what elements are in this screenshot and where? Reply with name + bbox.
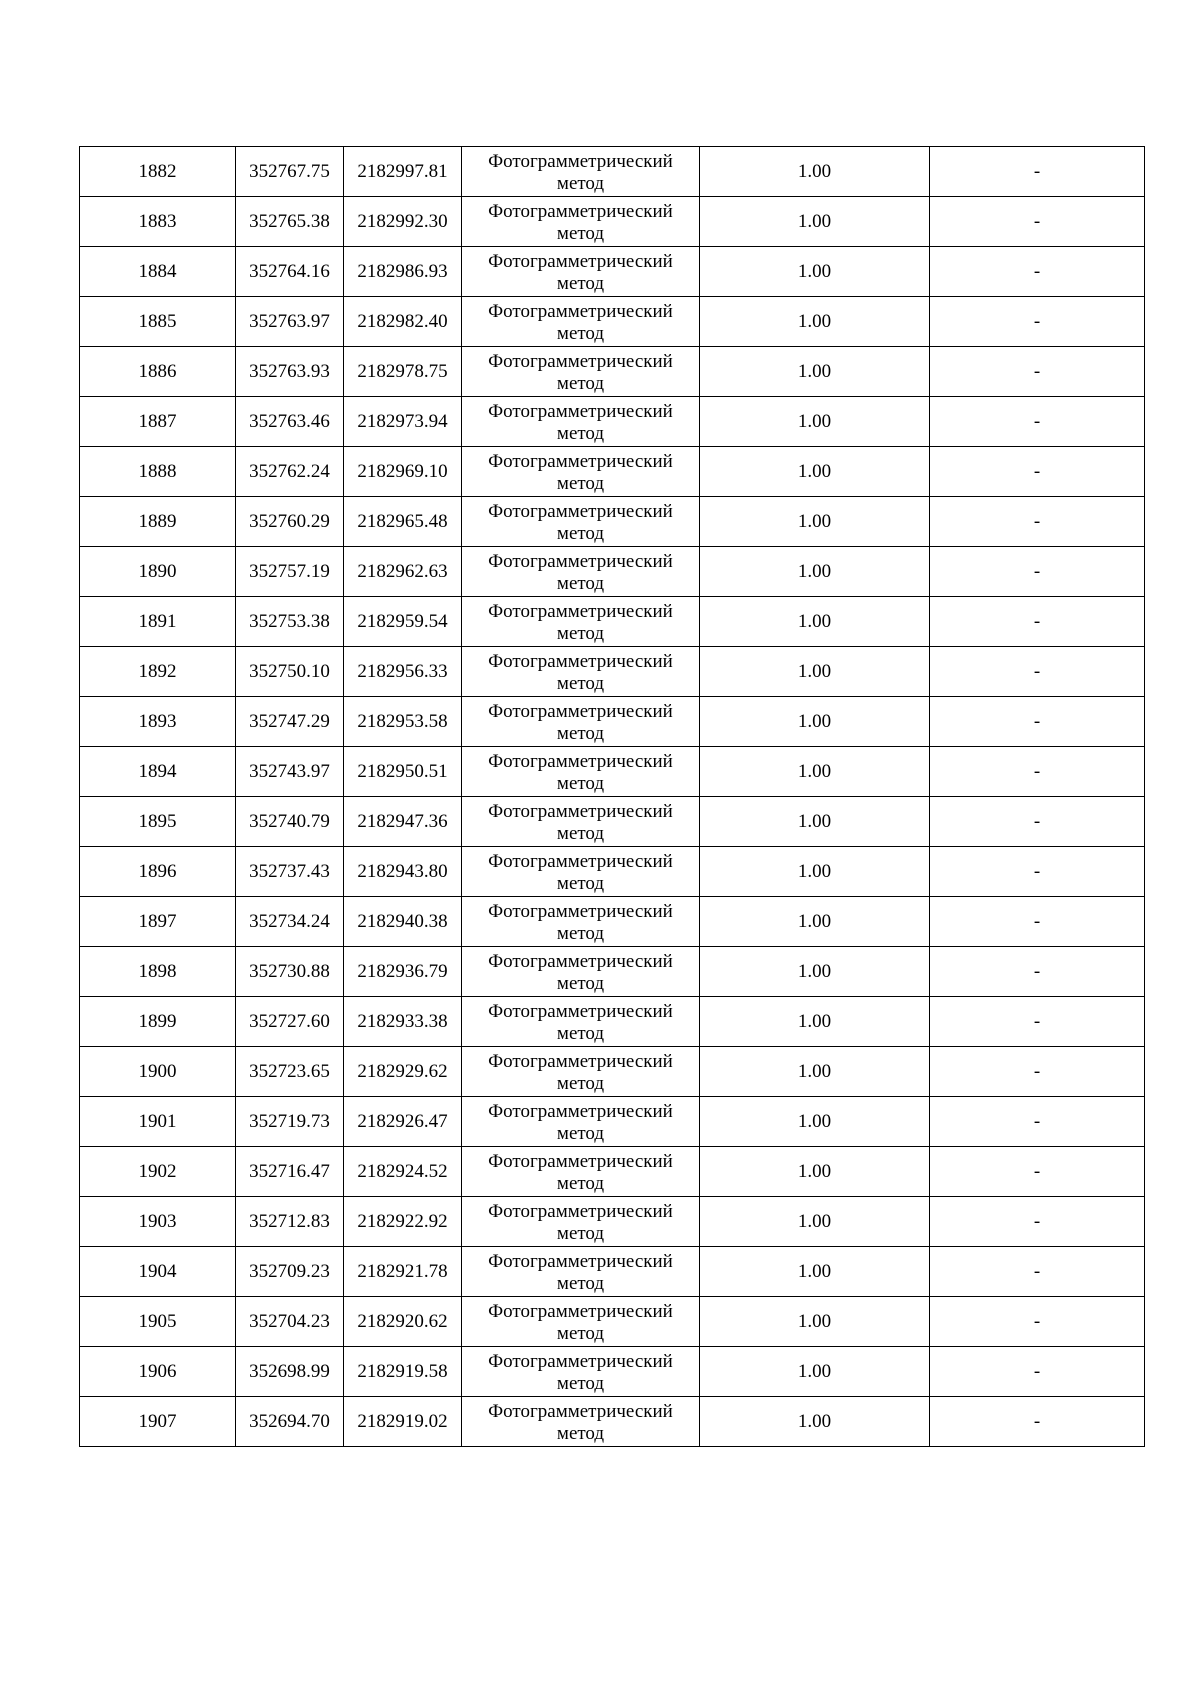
x-coordinate-cell: 352762.24 [236, 447, 344, 497]
y-coordinate-cell: 2182982.40 [344, 297, 462, 347]
y-coordinate-cell: 2182919.58 [344, 1347, 462, 1397]
note-cell: - [930, 247, 1145, 297]
table-row [80, 1197, 1145, 1247]
point-number-cell: 1889 [80, 497, 236, 547]
point-number-cell: 1906 [80, 1347, 236, 1397]
point-number-cell: 1905 [80, 1297, 236, 1347]
x-coordinate-cell: 352737.43 [236, 847, 344, 897]
note-cell: - [930, 497, 1145, 547]
x-coordinate-cell: 352712.83 [236, 1197, 344, 1247]
note-cell: - [930, 697, 1145, 747]
accuracy-cell: 1.00 [700, 1247, 930, 1297]
x-coordinate-cell: 352704.23 [236, 1297, 344, 1347]
note-cell: - [930, 1047, 1145, 1097]
x-coordinate-cell: 352743.97 [236, 747, 344, 797]
method-cell: Фотограмметрический метод [462, 297, 700, 347]
point-number-cell: 1896 [80, 847, 236, 897]
point-number-cell: 1890 [80, 547, 236, 597]
accuracy-cell: 1.00 [700, 847, 930, 897]
method-cell: Фотограмметрический метод [462, 197, 700, 247]
table-row [80, 197, 1145, 247]
note-cell: - [930, 947, 1145, 997]
y-coordinate-cell: 2182973.94 [344, 397, 462, 447]
point-number-cell: 1899 [80, 997, 236, 1047]
y-coordinate-cell: 2182947.36 [344, 797, 462, 847]
method-cell: Фотограмметрический метод [462, 797, 700, 847]
y-coordinate-cell: 2182933.38 [344, 997, 462, 1047]
note-cell: - [930, 147, 1145, 197]
point-number-cell: 1883 [80, 197, 236, 247]
y-coordinate-cell: 2182950.51 [344, 747, 462, 797]
y-coordinate-cell: 2182978.75 [344, 347, 462, 397]
x-coordinate-cell: 352698.99 [236, 1347, 344, 1397]
table-row [80, 847, 1145, 897]
table-row [80, 447, 1145, 497]
x-coordinate-cell: 352747.29 [236, 697, 344, 747]
table-row [80, 947, 1145, 997]
point-number-cell: 1887 [80, 397, 236, 447]
y-coordinate-cell: 2182962.63 [344, 547, 462, 597]
x-coordinate-cell: 352750.10 [236, 647, 344, 697]
y-coordinate-cell: 2182959.54 [344, 597, 462, 647]
accuracy-cell: 1.00 [700, 1047, 930, 1097]
point-number-cell: 1907 [80, 1397, 236, 1447]
x-coordinate-cell: 352763.46 [236, 397, 344, 447]
table-body [80, 147, 1145, 1447]
method-cell: Фотограмметрический метод [462, 847, 700, 897]
point-number-cell: 1886 [80, 347, 236, 397]
note-cell: - [930, 1397, 1145, 1447]
note-cell: - [930, 297, 1145, 347]
point-number-cell: 1885 [80, 297, 236, 347]
y-coordinate-cell: 2182940.38 [344, 897, 462, 947]
note-cell: - [930, 647, 1145, 697]
point-number-cell: 1895 [80, 797, 236, 847]
method-cell: Фотограмметрический метод [462, 747, 700, 797]
point-number-cell: 1891 [80, 597, 236, 647]
x-coordinate-cell: 352727.60 [236, 997, 344, 1047]
note-cell: - [930, 1097, 1145, 1147]
accuracy-cell: 1.00 [700, 447, 930, 497]
accuracy-cell: 1.00 [700, 747, 930, 797]
accuracy-cell: 1.00 [700, 497, 930, 547]
point-number-cell: 1901 [80, 1097, 236, 1147]
point-number-cell: 1897 [80, 897, 236, 947]
table-row [80, 797, 1145, 847]
note-cell: - [930, 1197, 1145, 1247]
coordinates-table [79, 146, 1145, 1447]
table-row [80, 547, 1145, 597]
method-cell: Фотограмметрический метод [462, 697, 700, 747]
method-cell: Фотограмметрический метод [462, 1197, 700, 1247]
x-coordinate-cell: 352765.38 [236, 197, 344, 247]
point-number-cell: 1884 [80, 247, 236, 297]
accuracy-cell: 1.00 [700, 897, 930, 947]
accuracy-cell: 1.00 [700, 1397, 930, 1447]
point-number-cell: 1904 [80, 1247, 236, 1297]
accuracy-cell: 1.00 [700, 1147, 930, 1197]
y-coordinate-cell: 2182997.81 [344, 147, 462, 197]
point-number-cell: 1888 [80, 447, 236, 497]
x-coordinate-cell: 352740.79 [236, 797, 344, 847]
point-number-cell: 1892 [80, 647, 236, 697]
accuracy-cell: 1.00 [700, 397, 930, 447]
accuracy-cell: 1.00 [700, 947, 930, 997]
method-cell: Фотограмметрический метод [462, 1097, 700, 1147]
accuracy-cell: 1.00 [700, 1297, 930, 1347]
table-row [80, 1397, 1145, 1447]
point-number-cell: 1900 [80, 1047, 236, 1097]
accuracy-cell: 1.00 [700, 597, 930, 647]
table-row [80, 747, 1145, 797]
method-cell: Фотограмметрический метод [462, 1247, 700, 1297]
method-cell: Фотограмметрический метод [462, 997, 700, 1047]
y-coordinate-cell: 2182986.93 [344, 247, 462, 297]
method-cell: Фотограмметрический метод [462, 247, 700, 297]
table-row [80, 647, 1145, 697]
x-coordinate-cell: 352709.23 [236, 1247, 344, 1297]
point-number-cell: 1902 [80, 1147, 236, 1197]
y-coordinate-cell: 2182943.80 [344, 847, 462, 897]
point-number-cell: 1894 [80, 747, 236, 797]
table-row [80, 147, 1145, 197]
x-coordinate-cell: 352763.93 [236, 347, 344, 397]
note-cell: - [930, 1347, 1145, 1397]
note-cell: - [930, 1147, 1145, 1197]
method-cell: Фотограмметрический метод [462, 397, 700, 447]
y-coordinate-cell: 2182936.79 [344, 947, 462, 997]
note-cell: - [930, 847, 1145, 897]
accuracy-cell: 1.00 [700, 1347, 930, 1397]
accuracy-cell: 1.00 [700, 197, 930, 247]
accuracy-cell: 1.00 [700, 297, 930, 347]
method-cell: Фотограмметрический метод [462, 897, 700, 947]
x-coordinate-cell: 352767.75 [236, 147, 344, 197]
y-coordinate-cell: 2182920.62 [344, 1297, 462, 1347]
table-row [80, 1247, 1145, 1297]
accuracy-cell: 1.00 [700, 647, 930, 697]
method-cell: Фотограмметрический метод [462, 547, 700, 597]
x-coordinate-cell: 352723.65 [236, 1047, 344, 1097]
note-cell: - [930, 397, 1145, 447]
point-number-cell: 1893 [80, 697, 236, 747]
y-coordinate-cell: 2182956.33 [344, 647, 462, 697]
table-row [80, 1097, 1145, 1147]
table-row [80, 297, 1145, 347]
accuracy-cell: 1.00 [700, 1097, 930, 1147]
x-coordinate-cell: 352760.29 [236, 497, 344, 547]
table-row [80, 1297, 1145, 1347]
method-cell: Фотограмметрический метод [462, 1347, 700, 1397]
note-cell: - [930, 547, 1145, 597]
accuracy-cell: 1.00 [700, 997, 930, 1047]
note-cell: - [930, 447, 1145, 497]
accuracy-cell: 1.00 [700, 247, 930, 297]
accuracy-cell: 1.00 [700, 147, 930, 197]
table-row [80, 697, 1145, 747]
y-coordinate-cell: 2182992.30 [344, 197, 462, 247]
y-coordinate-cell: 2182924.52 [344, 1147, 462, 1197]
table-row [80, 247, 1145, 297]
x-coordinate-cell: 352764.16 [236, 247, 344, 297]
note-cell: - [930, 897, 1145, 947]
y-coordinate-cell: 2182921.78 [344, 1247, 462, 1297]
y-coordinate-cell: 2182929.62 [344, 1047, 462, 1097]
method-cell: Фотограмметрический метод [462, 647, 700, 697]
point-number-cell: 1882 [80, 147, 236, 197]
method-cell: Фотограмметрический метод [462, 1147, 700, 1197]
table-row [80, 1147, 1145, 1197]
note-cell: - [930, 347, 1145, 397]
note-cell: - [930, 797, 1145, 847]
x-coordinate-cell: 352753.38 [236, 597, 344, 647]
note-cell: - [930, 1297, 1145, 1347]
table-row [80, 897, 1145, 947]
note-cell: - [930, 1247, 1145, 1297]
table-row [80, 597, 1145, 647]
x-coordinate-cell: 352716.47 [236, 1147, 344, 1197]
note-cell: - [930, 747, 1145, 797]
accuracy-cell: 1.00 [700, 347, 930, 397]
method-cell: Фотограмметрический метод [462, 1297, 700, 1347]
x-coordinate-cell: 352757.19 [236, 547, 344, 597]
x-coordinate-cell: 352730.88 [236, 947, 344, 997]
point-number-cell: 1898 [80, 947, 236, 997]
table-row [80, 1347, 1145, 1397]
method-cell: Фотограмметрический метод [462, 147, 700, 197]
method-cell: Фотограмметрический метод [462, 1397, 700, 1447]
accuracy-cell: 1.00 [700, 797, 930, 847]
method-cell: Фотограмметрический метод [462, 447, 700, 497]
y-coordinate-cell: 2182926.47 [344, 1097, 462, 1147]
y-coordinate-cell: 2182919.02 [344, 1397, 462, 1447]
y-coordinate-cell: 2182965.48 [344, 497, 462, 547]
table-row [80, 397, 1145, 447]
x-coordinate-cell: 352694.70 [236, 1397, 344, 1447]
method-cell: Фотограмметрический метод [462, 497, 700, 547]
x-coordinate-cell: 352763.97 [236, 297, 344, 347]
accuracy-cell: 1.00 [700, 547, 930, 597]
method-cell: Фотограмметрический метод [462, 347, 700, 397]
table-row [80, 997, 1145, 1047]
point-number-cell: 1903 [80, 1197, 236, 1247]
note-cell: - [930, 597, 1145, 647]
table-row [80, 1047, 1145, 1097]
y-coordinate-cell: 2182953.58 [344, 697, 462, 747]
table-row [80, 497, 1145, 547]
y-coordinate-cell: 2182969.10 [344, 447, 462, 497]
note-cell: - [930, 197, 1145, 247]
table-row [80, 347, 1145, 397]
method-cell: Фотограмметрический метод [462, 1047, 700, 1097]
y-coordinate-cell: 2182922.92 [344, 1197, 462, 1247]
accuracy-cell: 1.00 [700, 1197, 930, 1247]
note-cell: - [930, 997, 1145, 1047]
method-cell: Фотограмметрический метод [462, 947, 700, 997]
method-cell: Фотограмметрический метод [462, 597, 700, 647]
x-coordinate-cell: 352719.73 [236, 1097, 344, 1147]
x-coordinate-cell: 352734.24 [236, 897, 344, 947]
accuracy-cell: 1.00 [700, 697, 930, 747]
